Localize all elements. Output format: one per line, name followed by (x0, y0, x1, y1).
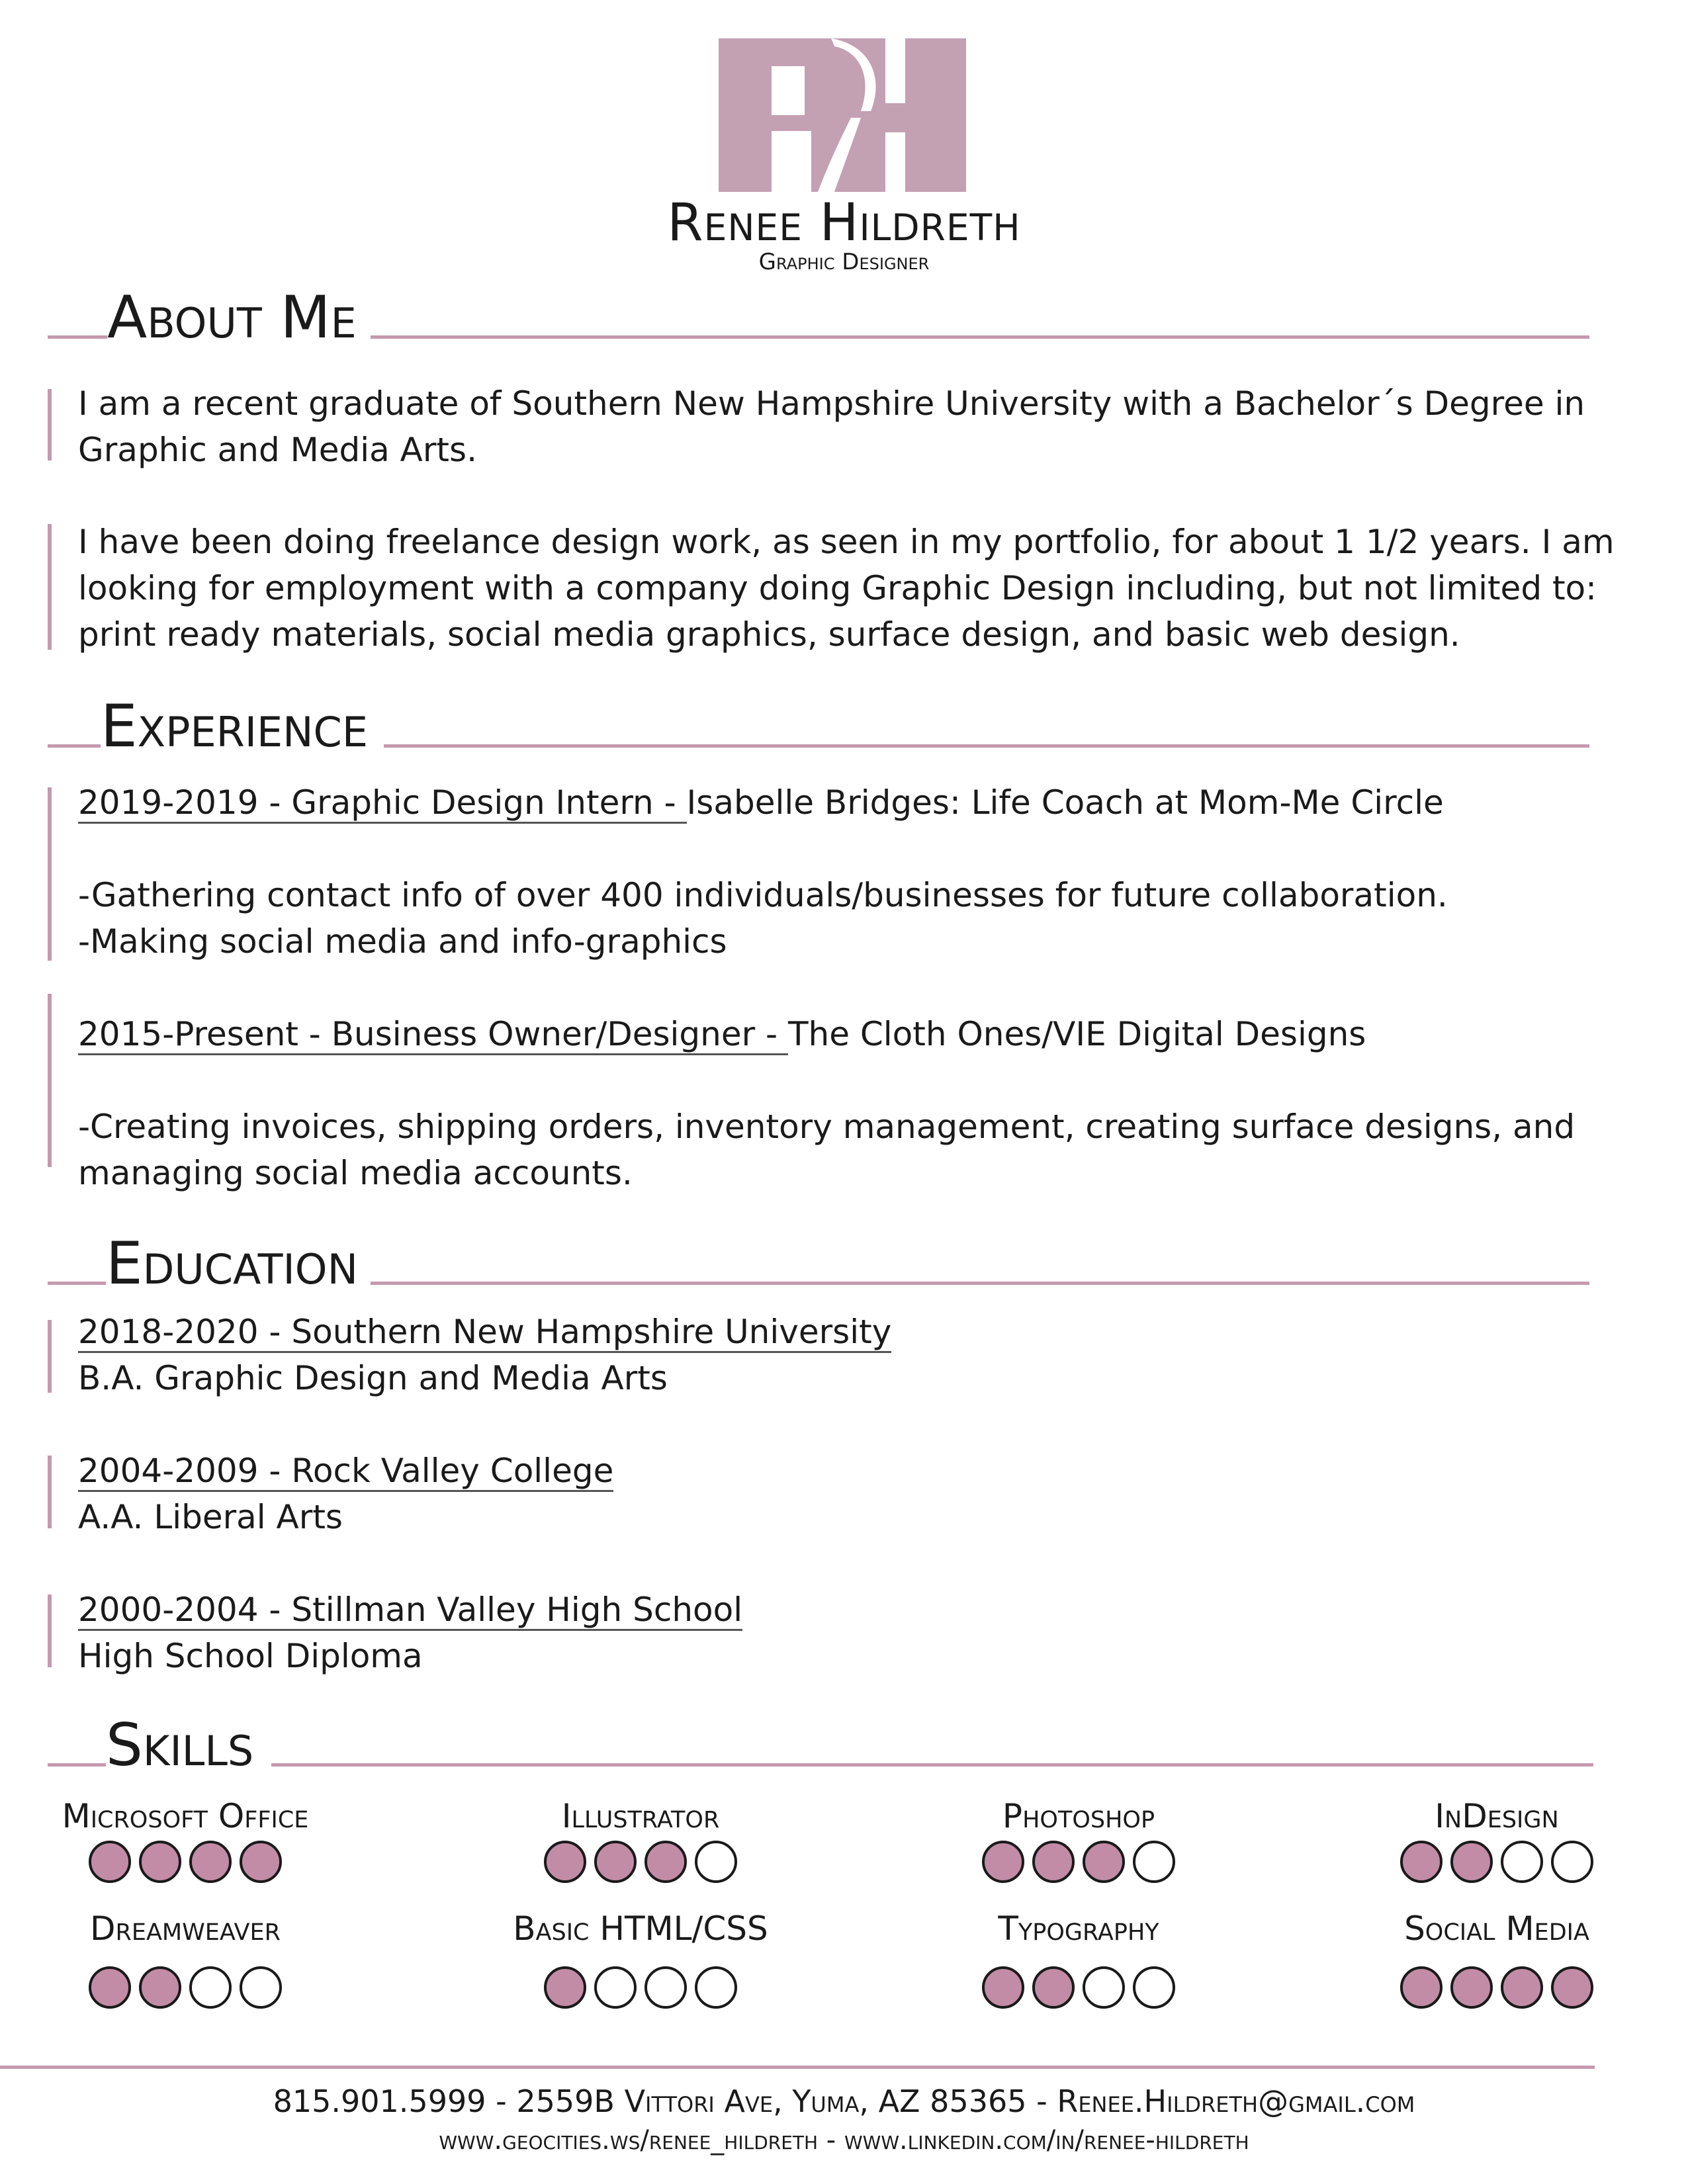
rating-dot-filled (1032, 1841, 1075, 1883)
person-title: Graphic Designer (758, 249, 930, 275)
education-school: 2004-2009 - Rock Valley College (78, 1448, 613, 1494)
skills-heading: Skills (106, 1711, 254, 1779)
skill-name: Photoshop (1002, 1797, 1155, 1835)
rating-dot-empty (189, 1966, 232, 2009)
person-name: Renee Hildreth (667, 193, 1021, 253)
job-employer: Isabelle Bridges: Life Coach at Mom-Me Circle (686, 783, 1444, 822)
skill-name: Social Media (1404, 1909, 1589, 1948)
rating-dot-filled (139, 1966, 181, 2009)
skill-rating (89, 1841, 282, 1883)
section-rule-right (371, 1282, 1589, 1285)
rating-dot-filled (544, 1966, 586, 2009)
job-duty: managing social media accounts. (78, 1154, 633, 1192)
rating-dot-filled (1501, 1966, 1543, 2009)
section-rule-left (48, 335, 107, 339)
rating-dot-filled (1032, 1966, 1075, 2009)
rating-dot-empty (1133, 1841, 1175, 1883)
accent-bar (48, 1594, 52, 1667)
rating-dot-filled (1083, 1841, 1125, 1883)
accent-bar (48, 994, 52, 1167)
skill-rating (1400, 1841, 1593, 1883)
education-degree: A.A. Liberal Arts (78, 1498, 343, 1536)
skill-rating (544, 1841, 737, 1883)
section-rule-left (48, 1282, 106, 1285)
experience-heading: Experience (101, 692, 369, 760)
rating-dot-filled (1400, 1841, 1443, 1883)
rh-logo (719, 38, 966, 192)
rating-dot-empty (1133, 1966, 1175, 2009)
skill-rating (89, 1966, 282, 2009)
rating-dot-empty (644, 1966, 687, 2009)
rating-dot-filled (189, 1841, 232, 1883)
section-rule-right (271, 1763, 1593, 1767)
about-paragraph-line: looking for employment with a company doing Graphic Design including, but not limited to: (78, 569, 1597, 607)
rating-dot-filled (89, 1966, 131, 2009)
rating-dot-empty (1501, 1841, 1543, 1883)
rating-dot-empty (240, 1966, 282, 2009)
education-degree: High School Diploma (78, 1637, 423, 1675)
job-employer: The Cloth Ones/VIE Digital Designs (787, 1015, 1366, 1053)
skill-name: Basic HTML/CSS (513, 1909, 768, 1948)
rating-dot-filled (1400, 1966, 1443, 2009)
job-title-line (78, 779, 1444, 826)
accent-bar (48, 524, 52, 650)
education-school: 2018-2020 - Southern New Hampshire University (78, 1309, 891, 1355)
rating-dot-filled (1450, 1966, 1493, 2009)
rating-dot-empty (695, 1841, 737, 1883)
about-paragraph-line: I have been doing freelance design work, as seen in my portfolio, for about 1 1/2 years. I am (78, 523, 1615, 561)
job-title: 2015-Present - Business Owner/Designer - (78, 1015, 788, 1055)
rating-dot-filled (544, 1841, 586, 1883)
rating-dot-filled (982, 1966, 1024, 2009)
footer-contact: 815.901.5999 - 2559B Vittori Ave, Yuma, AZ 85365 - Renee.Hildreth@gmail.com (273, 2083, 1415, 2119)
education-heading: Education (106, 1229, 358, 1297)
rating-dot-empty (1083, 1966, 1125, 2009)
rating-dot-filled (644, 1841, 687, 1883)
job-title-line (78, 1011, 1366, 1057)
skill-name: InDesign (1435, 1797, 1559, 1835)
skill-name: Typography (998, 1909, 1159, 1948)
job-title: 2019-2019 - Graphic Design Intern - (78, 783, 687, 824)
about-paragraph-line: Graphic and Media Arts. (78, 431, 477, 469)
education-degree: B.A. Graphic Design and Media Arts (78, 1359, 668, 1397)
education-school: 2000-2004 - Stillman Valley High School (78, 1587, 742, 1633)
skill-name: Dreamweaver (90, 1909, 281, 1948)
footer-links: www.geocities.ws/renee_hildreth - www.linkedin.com/in/renee-hildreth (439, 2125, 1249, 2156)
accent-bar (48, 389, 52, 460)
rating-dot-empty (594, 1966, 637, 2009)
skill-rating (1400, 1966, 1593, 2009)
rating-dot-filled (982, 1841, 1024, 1883)
rating-dot-filled (1551, 1966, 1593, 2009)
section-rule-right (371, 335, 1589, 339)
job-duty: -Creating invoices, shipping orders, inventory management, creating surface designs, and (78, 1108, 1576, 1146)
about-paragraph-line: I am a recent graduate of Southern New Hampshire University with a Bachelor´s Degree in (78, 384, 1585, 423)
about-heading: About Me (107, 283, 357, 351)
rating-dot-filled (139, 1841, 181, 1883)
skill-rating (982, 1966, 1175, 2009)
rating-dot-filled (594, 1841, 637, 1883)
rating-dot-empty (1551, 1841, 1593, 1883)
skill-name: Illustrator (561, 1797, 720, 1835)
accent-bar (48, 787, 52, 961)
job-duty: -Gathering contact info of over 400 individuals/businesses for future collaboration. (78, 876, 1448, 914)
about-paragraph-line: print ready materials, social media graphics, surface design, and basic web design. (78, 615, 1460, 654)
rating-dot-filled (1450, 1841, 1493, 1883)
section-rule-left (48, 744, 101, 748)
section-rule-right (384, 744, 1589, 748)
accent-bar (48, 1456, 52, 1528)
rating-dot-empty (695, 1966, 737, 2009)
accent-bar (48, 1320, 52, 1393)
skill-rating (982, 1841, 1175, 1883)
rating-dot-filled (89, 1841, 131, 1883)
footer-rule (0, 2066, 1595, 2069)
rating-dot-filled (240, 1841, 282, 1883)
job-duty: -Making social media and info-graphics (78, 922, 727, 961)
skill-name: Microsoft Office (62, 1797, 309, 1835)
section-rule-left (48, 1763, 106, 1767)
skill-rating (544, 1966, 737, 2009)
